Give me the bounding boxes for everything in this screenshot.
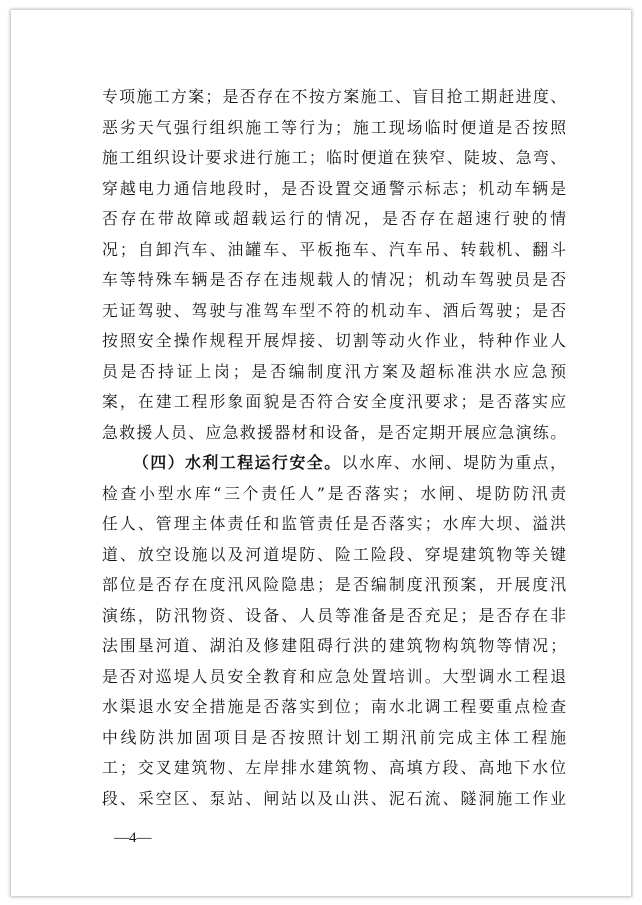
document-page bbox=[11, 10, 631, 896]
text-line: 部位是否存在度汛风险隐患；是否编制度汛预案，开展度汛 bbox=[102, 575, 566, 594]
text-line: 车等特殊车辆是否存在违规载人的情况；机动车驾驶员是否 bbox=[102, 270, 566, 289]
text-line: 急救援人员、应急救援器材和设备，是否定期开展应急演练。 bbox=[102, 422, 566, 442]
text-line: 检查小型水库“三个责任人”是否落实；水闸、堤防防汛责 bbox=[102, 483, 566, 503]
text-line: 中线防洪加固项目是否按照计划工期汛前完成主体工程施 bbox=[102, 727, 566, 747]
text-line: 是否对巡堤人员安全教育和应急处置培训。大型调水工程退 bbox=[102, 666, 566, 686]
text-line: 工；交叉建筑物、左岸排水建筑物、高填方段、高地下水位 bbox=[102, 758, 566, 777]
text-line: 专项施工方案；是否存在不按方案施工、盲目抢工期赶进度、 bbox=[102, 87, 566, 106]
text-line: 段、采空区、泵站、闸站以及山洪、泥石流、隧洞施工作业 bbox=[102, 788, 566, 808]
page-number: —4— bbox=[114, 830, 152, 846]
section-first-line bbox=[102, 448, 566, 479]
text-line: 施工组织设计要求进行施工；临时便道在狭窄、陡坡、急弯、 bbox=[102, 148, 566, 167]
section-first-line-rest: 以水库、水闸、堤防为重点， bbox=[341, 453, 566, 472]
text-line: 法围垦河道、湖泊及修建阻碍行洪的建筑物构筑物等情况； bbox=[102, 636, 566, 655]
text-line: 水渠退水安全措施是否落实到位；南水北调工程要重点检查 bbox=[102, 697, 566, 716]
text-line: 否存在带故障或超载运行的情况，是否存在超速行驶的情 bbox=[102, 209, 566, 228]
text-line: 恶劣天气强行组织施工等行为；施工现场临时便道是否按照 bbox=[102, 117, 566, 137]
text-line: 无证驾驶、驾驶与准驾车型不符的机动车、酒后驾驶；是否 bbox=[102, 300, 566, 320]
text-line: 案，在建工程形象面貌是否符合安全度汛要求；是否落实应 bbox=[102, 392, 566, 411]
text-line: 员是否持证上岗；是否编制度汛方案及超标准洪水应急预 bbox=[102, 361, 566, 381]
section-heading: （四）水利工程运行安全。 bbox=[133, 453, 342, 472]
text-line: 况；自卸汽车、油罐车、平板拖车、汽车吊、转载机、翻斗 bbox=[102, 239, 566, 259]
body-text bbox=[102, 82, 566, 814]
text-line: 任人、管理主体责任和监管责任是否落实；水库大坝、溢洪 bbox=[102, 514, 566, 533]
text-line: 道、放空设施以及河道堤防、险工险段、穿堤建筑物等关键 bbox=[102, 544, 566, 564]
text-line: 穿越电力通信地段时，是否设置交通警示标志；机动车辆是 bbox=[102, 178, 566, 198]
text-line: 按照安全操作规程开展焊接、切割等动火作业，特种作业人 bbox=[102, 331, 566, 350]
text-line: 演练，防汛物资、设备、人员等准备是否充足；是否存在非 bbox=[102, 605, 566, 625]
